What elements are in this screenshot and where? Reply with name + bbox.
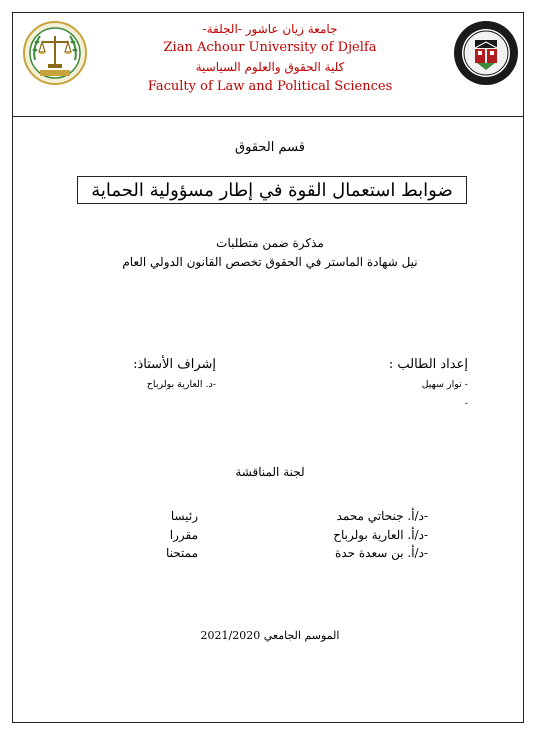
committee-member-name: -د/أ. بن سعدة حدة (335, 546, 428, 560)
committee-member-name: -د/أ. العارية بولرباح (333, 528, 428, 542)
committee-title: لجنة المناقشة (235, 465, 305, 479)
supervisor-name: -د. العارية بولرباح (146, 379, 216, 390)
committee-member-role: مقررا (169, 528, 198, 542)
department-name: قسم الحقوق (235, 140, 305, 155)
thesis-title-box (77, 176, 467, 204)
university-name-ar: جامعة زيان عاشور -الجلفة- (202, 22, 338, 36)
faculty-name-en: Faculty of Law and Political Sciences (147, 79, 393, 94)
student-name-2: - (464, 398, 468, 409)
committee-member-role: رئيسا (170, 509, 198, 523)
student-name-1: - نوار سهيل (421, 379, 468, 390)
subtitle-line-1: مذكرة ضمن متطلبات (216, 236, 324, 250)
prepared-by-label: إعداد الطالب : (388, 357, 468, 372)
subtitle-line-2: نيل شهادة الماستر في الحقوق تخصص القانون الدولي العام (122, 255, 418, 269)
university-name-en: Zian Achour University of Djelfa (163, 40, 377, 55)
committee-member-name: -د/أ. جنحاتي محمد (336, 509, 428, 523)
faculty-name-ar: كلية الحقوق والعلوم السياسية (195, 60, 345, 74)
supervision-label: إشراف الأستاذ: (133, 357, 216, 372)
thesis-title: ضوابط استعمال القوة في إطار مسؤولية الحماية (91, 179, 453, 201)
header-divider (12, 116, 524, 117)
academic-year: الموسم الجامعي 2021/2020 (200, 629, 340, 642)
committee-member-role: ممتحنا (165, 546, 198, 560)
